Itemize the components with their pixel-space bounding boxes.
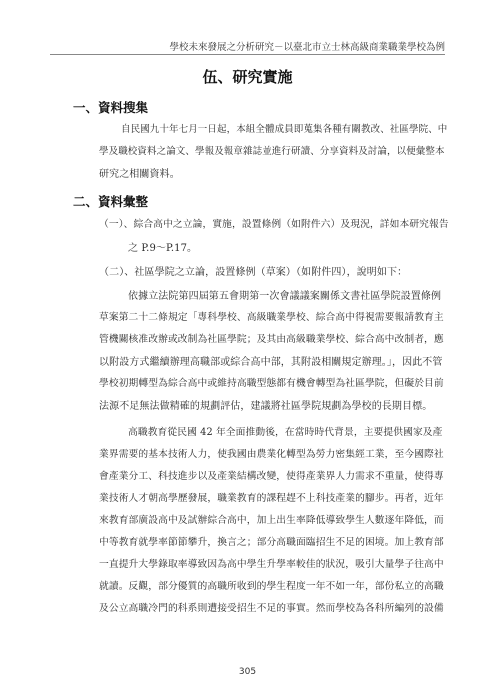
list-item-line: （二）、社區學院之立論，設置條例（草案）（如附件四），說明如下： (99, 267, 408, 278)
paragraph-line: 管機關核准改辦或改制為社區學院；及其由高級職業學校、綜合高中改制者，應 (99, 334, 444, 345)
paragraph-line: 學及職校資料之論文、學報及報章雜誌並進行研讀、分享資料及討論，以便彙整本 (99, 146, 445, 157)
paragraph-line: 業技術人才朝高學歷發展，職業教育的課程趕不上科技產業的腳步。再者，近年 (99, 493, 444, 504)
paragraph-line: 會產業分工、科技進步以及產業結構改變，使得產業界人力需求不重量，使得專 (99, 471, 444, 482)
page-number: 305 (238, 667, 257, 677)
paragraph-line: 高職教育從民國 42 年全面推動後，在當時時代背景，主要提供國家及產 (128, 427, 443, 438)
list-item-line: 之 P.9～P.17。 (128, 243, 198, 254)
paragraph-line: 來教育部廣設高中及試辦綜合高中，加上出生率降低導致學生人數逐年降低，而 (99, 515, 444, 526)
chapter-title: 伍、研究實施 (202, 68, 293, 86)
section-title-data-compilation: 二、資料彙整 (73, 194, 149, 209)
paragraph-line: 學校初期轉型為綜合高中或維持高職型態都有機會轉型為社區學院，但礙於目前 (99, 378, 444, 389)
section-title-data-collection: 一、資料搜集 (73, 100, 149, 115)
running-header: 學校未來發展之分析研究－以臺北市立士林高級商業職業學校為例 (169, 42, 445, 53)
header-rule (50, 54, 445, 55)
list-item-line: （一）、綜合高中之立論，實施，設置條例（如附件六）及現況，詳如本研究報告 (99, 219, 449, 230)
paragraph-line: 法源不足無法做精確的規劃評估，建議將社區學院規劃為學校的長期目標。 (99, 401, 433, 412)
paragraph-line: 中等教育就學率節節攀升，換言之；部分高職面臨招生不足的困境。加上教育部 (99, 537, 444, 548)
paragraph-line: 自民國九十年七月一日起，本組全體成員即蒐集各種有關教改、社區學院、中 (121, 124, 448, 135)
paragraph-line: 及公立高職冷門的科系則遭接受招生不足的事實。然而學校為各科所編列的設備 (99, 603, 444, 614)
paragraph-line: 依據立法院第四屆第五會期第一次會議議案關係文書社區學院設置條例 (128, 291, 442, 302)
paragraph-line: 研究之相關資料。 (99, 169, 180, 180)
paragraph-line: 草案第二十二條規定「專科學校、高級職業學校、綜合高中得視需要報請教育主 (99, 312, 444, 323)
paragraph-line: 就讀。反觀，部分優質的高職所收到的學生程度一年不如一年，部份私立的高職 (99, 581, 444, 592)
paragraph-line: 以附設方式繼續辦理高職部或綜合高中部，其附設相關規定辦理。」，因此不管 (99, 357, 443, 368)
paragraph-line: 一直提升大學錄取率導致因為高中學生升學率較佳的狀況，吸引大量學子往高中 (99, 559, 444, 570)
paragraph-line: 業界需要的基本技術人力，使我國由農業化轉型為勞力密集經工業，至今國際社 (99, 449, 444, 460)
